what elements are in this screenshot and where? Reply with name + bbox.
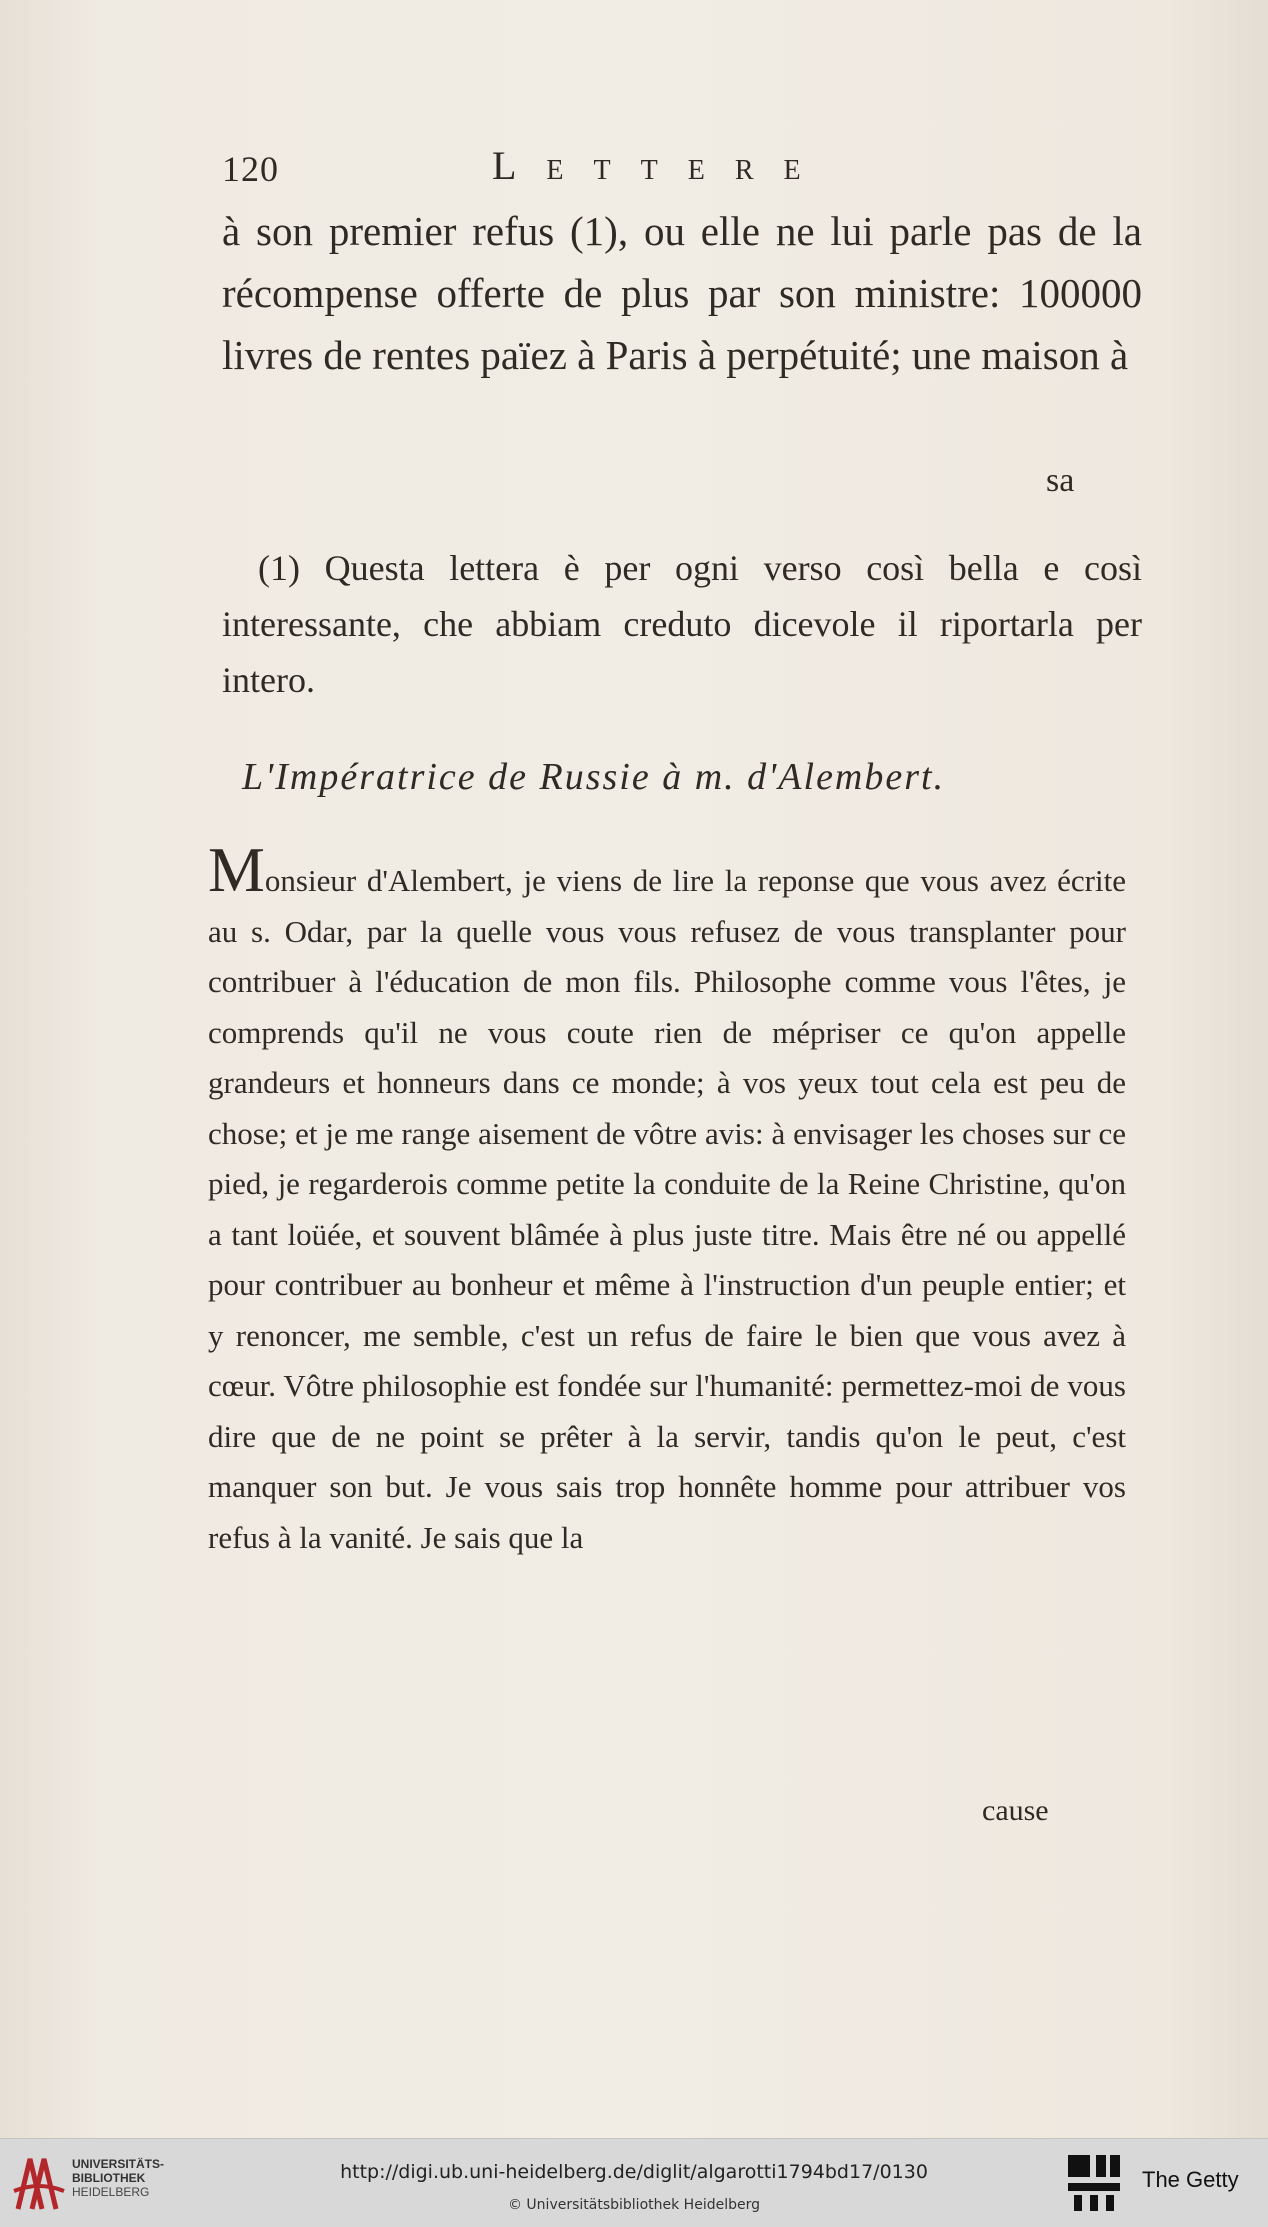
partner-name: The Getty xyxy=(1142,2167,1239,2192)
letter-body xyxy=(208,834,1126,1563)
footnote-text: (1) Questa lettera è per ogni verso così bella e così interessante, che abbiam creduto dicevole il riportarla per intero. xyxy=(222,548,1142,700)
catchword-bottom: cause xyxy=(982,1794,1049,1827)
faint-handwritten-annotation xyxy=(197,1845,1214,2045)
page-header xyxy=(222,143,1062,198)
paragraph-text: à son premier refus (1), ou elle ne lui parle pas de la récompense offerte de plus par son ministre: 100000 livres de rentes païez à Paris à perpétuité; une maison à xyxy=(222,208,1142,378)
copyright-notice: © Universitätsbibliothek Heidelberg xyxy=(507,2197,760,2213)
institution-line-2: BIBLIOTHEK xyxy=(72,2171,146,2185)
catchword-top: sa xyxy=(1046,462,1075,499)
main-paragraph xyxy=(222,200,1142,386)
running-head: Lettere xyxy=(492,143,831,188)
letter-body-text: onsieur d'Alembert, je viens de lire la reponse que vous avez écrite au s. Odar, par la quelle vous vous refusez de vous transplanter pour contribuer à l'éducation de mon fils. Philosophe comme vous l'êtes, je comprends qu'il ne vous coute rien de mépriser ce qu'on appelle grandeurs et honneurs dans ce monde; à vos yeux tout cela est peu de chose; et je me range aisement de vôtre avis: à envisager les choses sur ce pied, je regarderois comme petite la conduite de la Reine Christine, qu'on a tant loüée, et souvent blâmée à plus juste titre. Mais être né ou appellé pour contribuer au bonheur et même à l'instruction d'un peuple entier; et y renoncer, me semble, c'est un refus de faire le bien que vous avez à cœur. Vôtre philosophie est fondée sur l'humanité: permettez-moi de vous dire que de ne point se prêter à la servir, tandis qu'on le peut, c'est manquer son but. Je vous sais trop honnête homme pour attribuer vos refus à la vanité. Je sais que la xyxy=(208,863,1126,1555)
drop-cap: M xyxy=(208,834,265,905)
page-number: 120 xyxy=(222,149,279,189)
getty-logo-icon[interactable] xyxy=(1066,2153,1122,2213)
footnote xyxy=(222,540,1142,708)
institution-line-1: UNIVERSITÄTS- xyxy=(72,2157,165,2171)
institution-line-3: HEIDELBERG xyxy=(72,2185,150,2199)
permalink-url[interactable]: http://digi.ub.uni-heidelberg.de/diglit/algarotti1794bd17/0130 xyxy=(340,2161,928,2183)
viewer-footer xyxy=(0,2138,1268,2227)
letter-title: L'Impératrice de Russie à m. d'Alembert. xyxy=(242,756,946,798)
letter-text xyxy=(208,834,1126,1563)
